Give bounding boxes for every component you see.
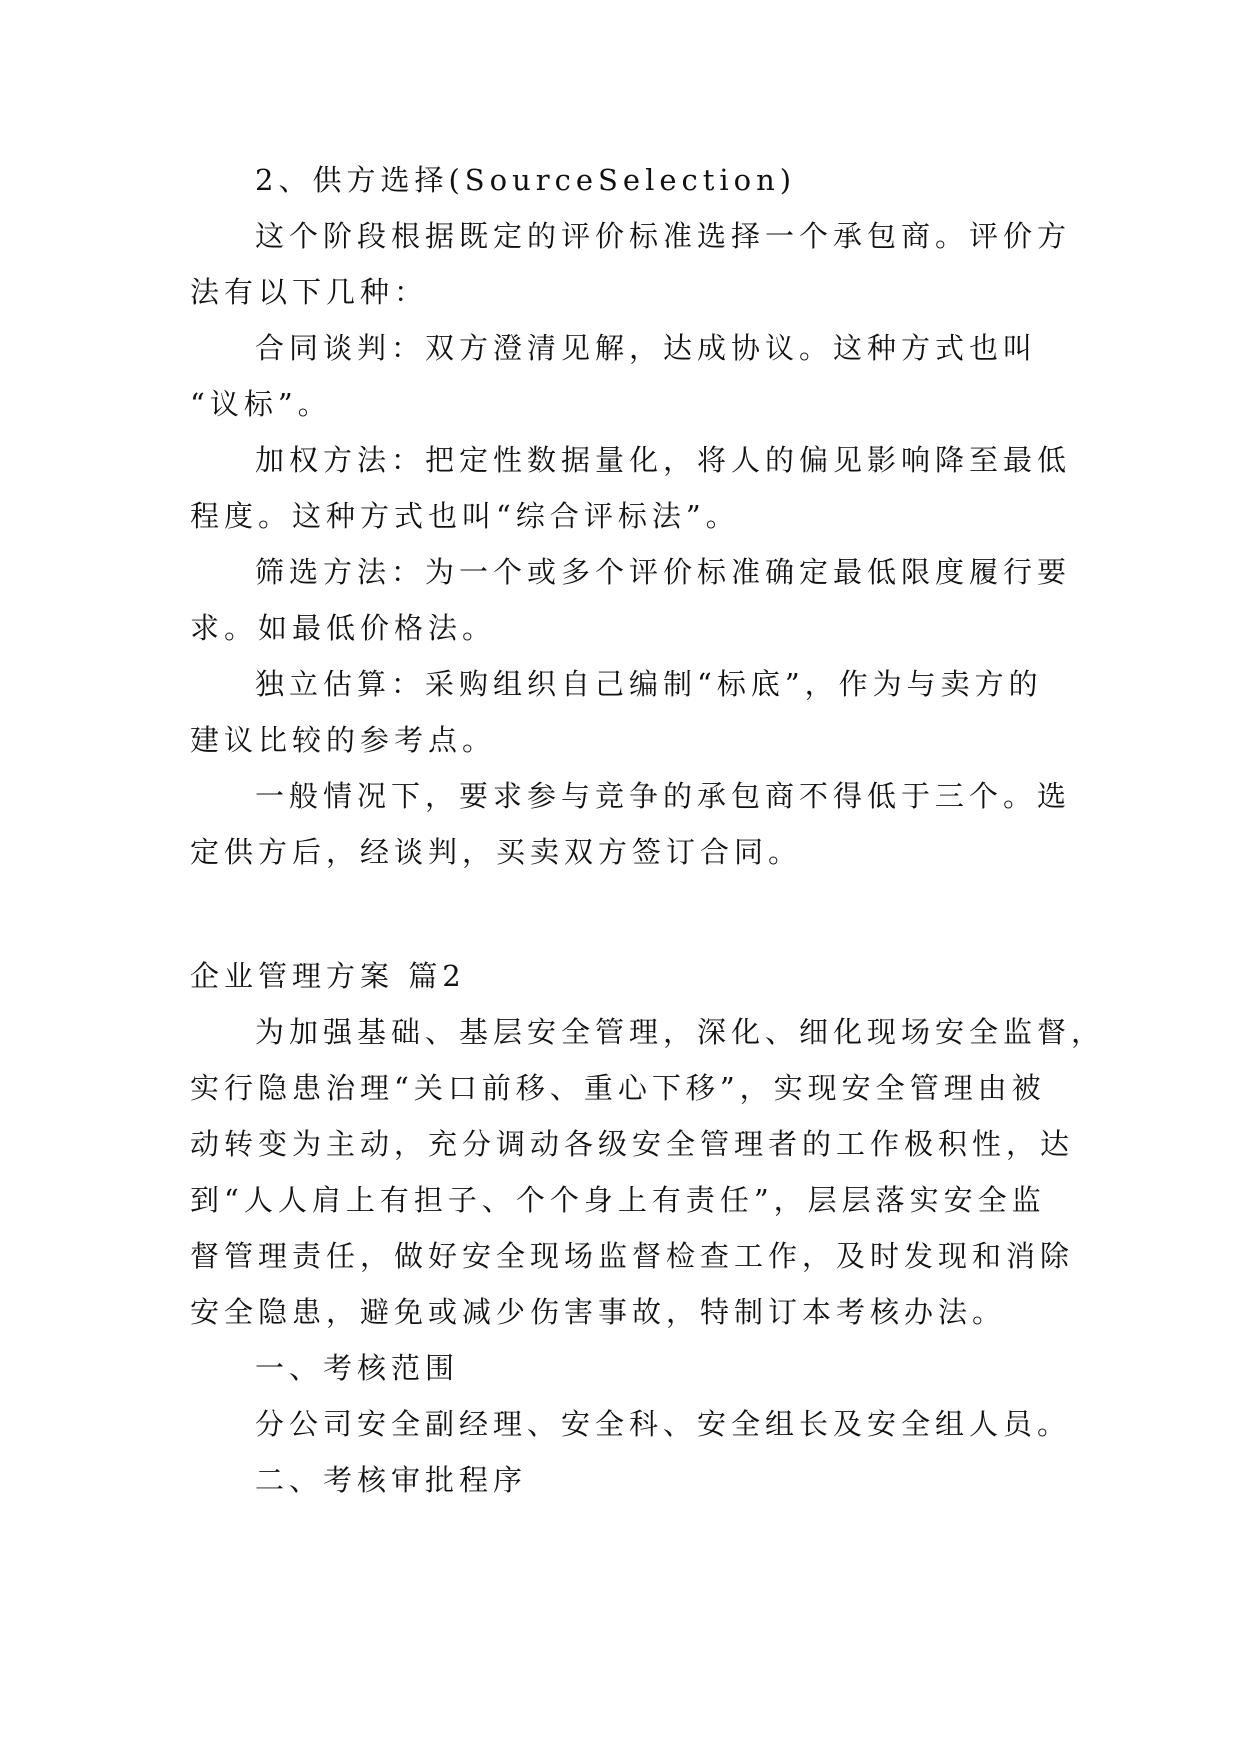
- paragraph-line: 为加强基础、基层安全管理，深化、细化现场安全监督，: [255, 1015, 1106, 1049]
- paragraph-line: “议标”。: [190, 387, 332, 421]
- item-heading-approval: 二、考核审批程序: [255, 1463, 528, 1497]
- paragraph-line: 实行隐患治理“关口前移、重心下移”，实现安全管理由被: [190, 1071, 1046, 1105]
- item-text-scope: 分公司安全副经理、安全科、安全组长及安全组人员。: [255, 1407, 1072, 1441]
- paragraph-line: 督管理责任，做好安全现场监督检查工作，及时发现和消除: [190, 1239, 1075, 1273]
- paragraph-line: 定供方后，经谈判，买卖双方签订合同。: [190, 835, 803, 869]
- paragraph-line: 合同谈判：双方澄清见解，达成协议。这种方式也叫: [255, 331, 1038, 365]
- paragraph-line: 到“人人肩上有担子、个个身上有责任”，层层落实安全监: [190, 1183, 1046, 1217]
- paragraph-line: 一般情况下，要求参与竞争的承包商不得低于三个。选: [255, 779, 1072, 813]
- paragraph-line: 加权方法：把定性数据量化，将人的偏见影响降至最低: [255, 443, 1072, 477]
- section-title: 企业管理方案 篇2: [190, 959, 466, 993]
- item-heading-scope: 一、考核范围: [255, 1351, 460, 1385]
- paragraph-line: 筛选方法：为一个或多个评价标准确定最低限度履行要: [255, 555, 1072, 589]
- paragraph-line: 法有以下几种：: [190, 275, 429, 309]
- paragraph-line: 程度。这种方式也叫“综合评标法”。: [190, 499, 740, 533]
- paragraph-line: 求。如最低价格法。: [190, 611, 497, 645]
- paragraph-line: 动转变为主动，充分调动各级安全管理者的工作极积性，达: [190, 1127, 1075, 1161]
- paragraph-line: 安全隐患，避免或减少伤害事故，特制订本考核办法。: [190, 1295, 1007, 1329]
- paragraph-line: 这个阶段根据既定的评价标准选择一个承包商。评价方: [255, 219, 1072, 253]
- paragraph-line: 建议比较的参考点。: [190, 723, 497, 757]
- section-heading-source-selection: 2、供方选择(SourceSelection): [255, 163, 797, 197]
- paragraph-line: 独立估算：采购组织自己编制“标底”，作为与卖方的: [255, 667, 1043, 701]
